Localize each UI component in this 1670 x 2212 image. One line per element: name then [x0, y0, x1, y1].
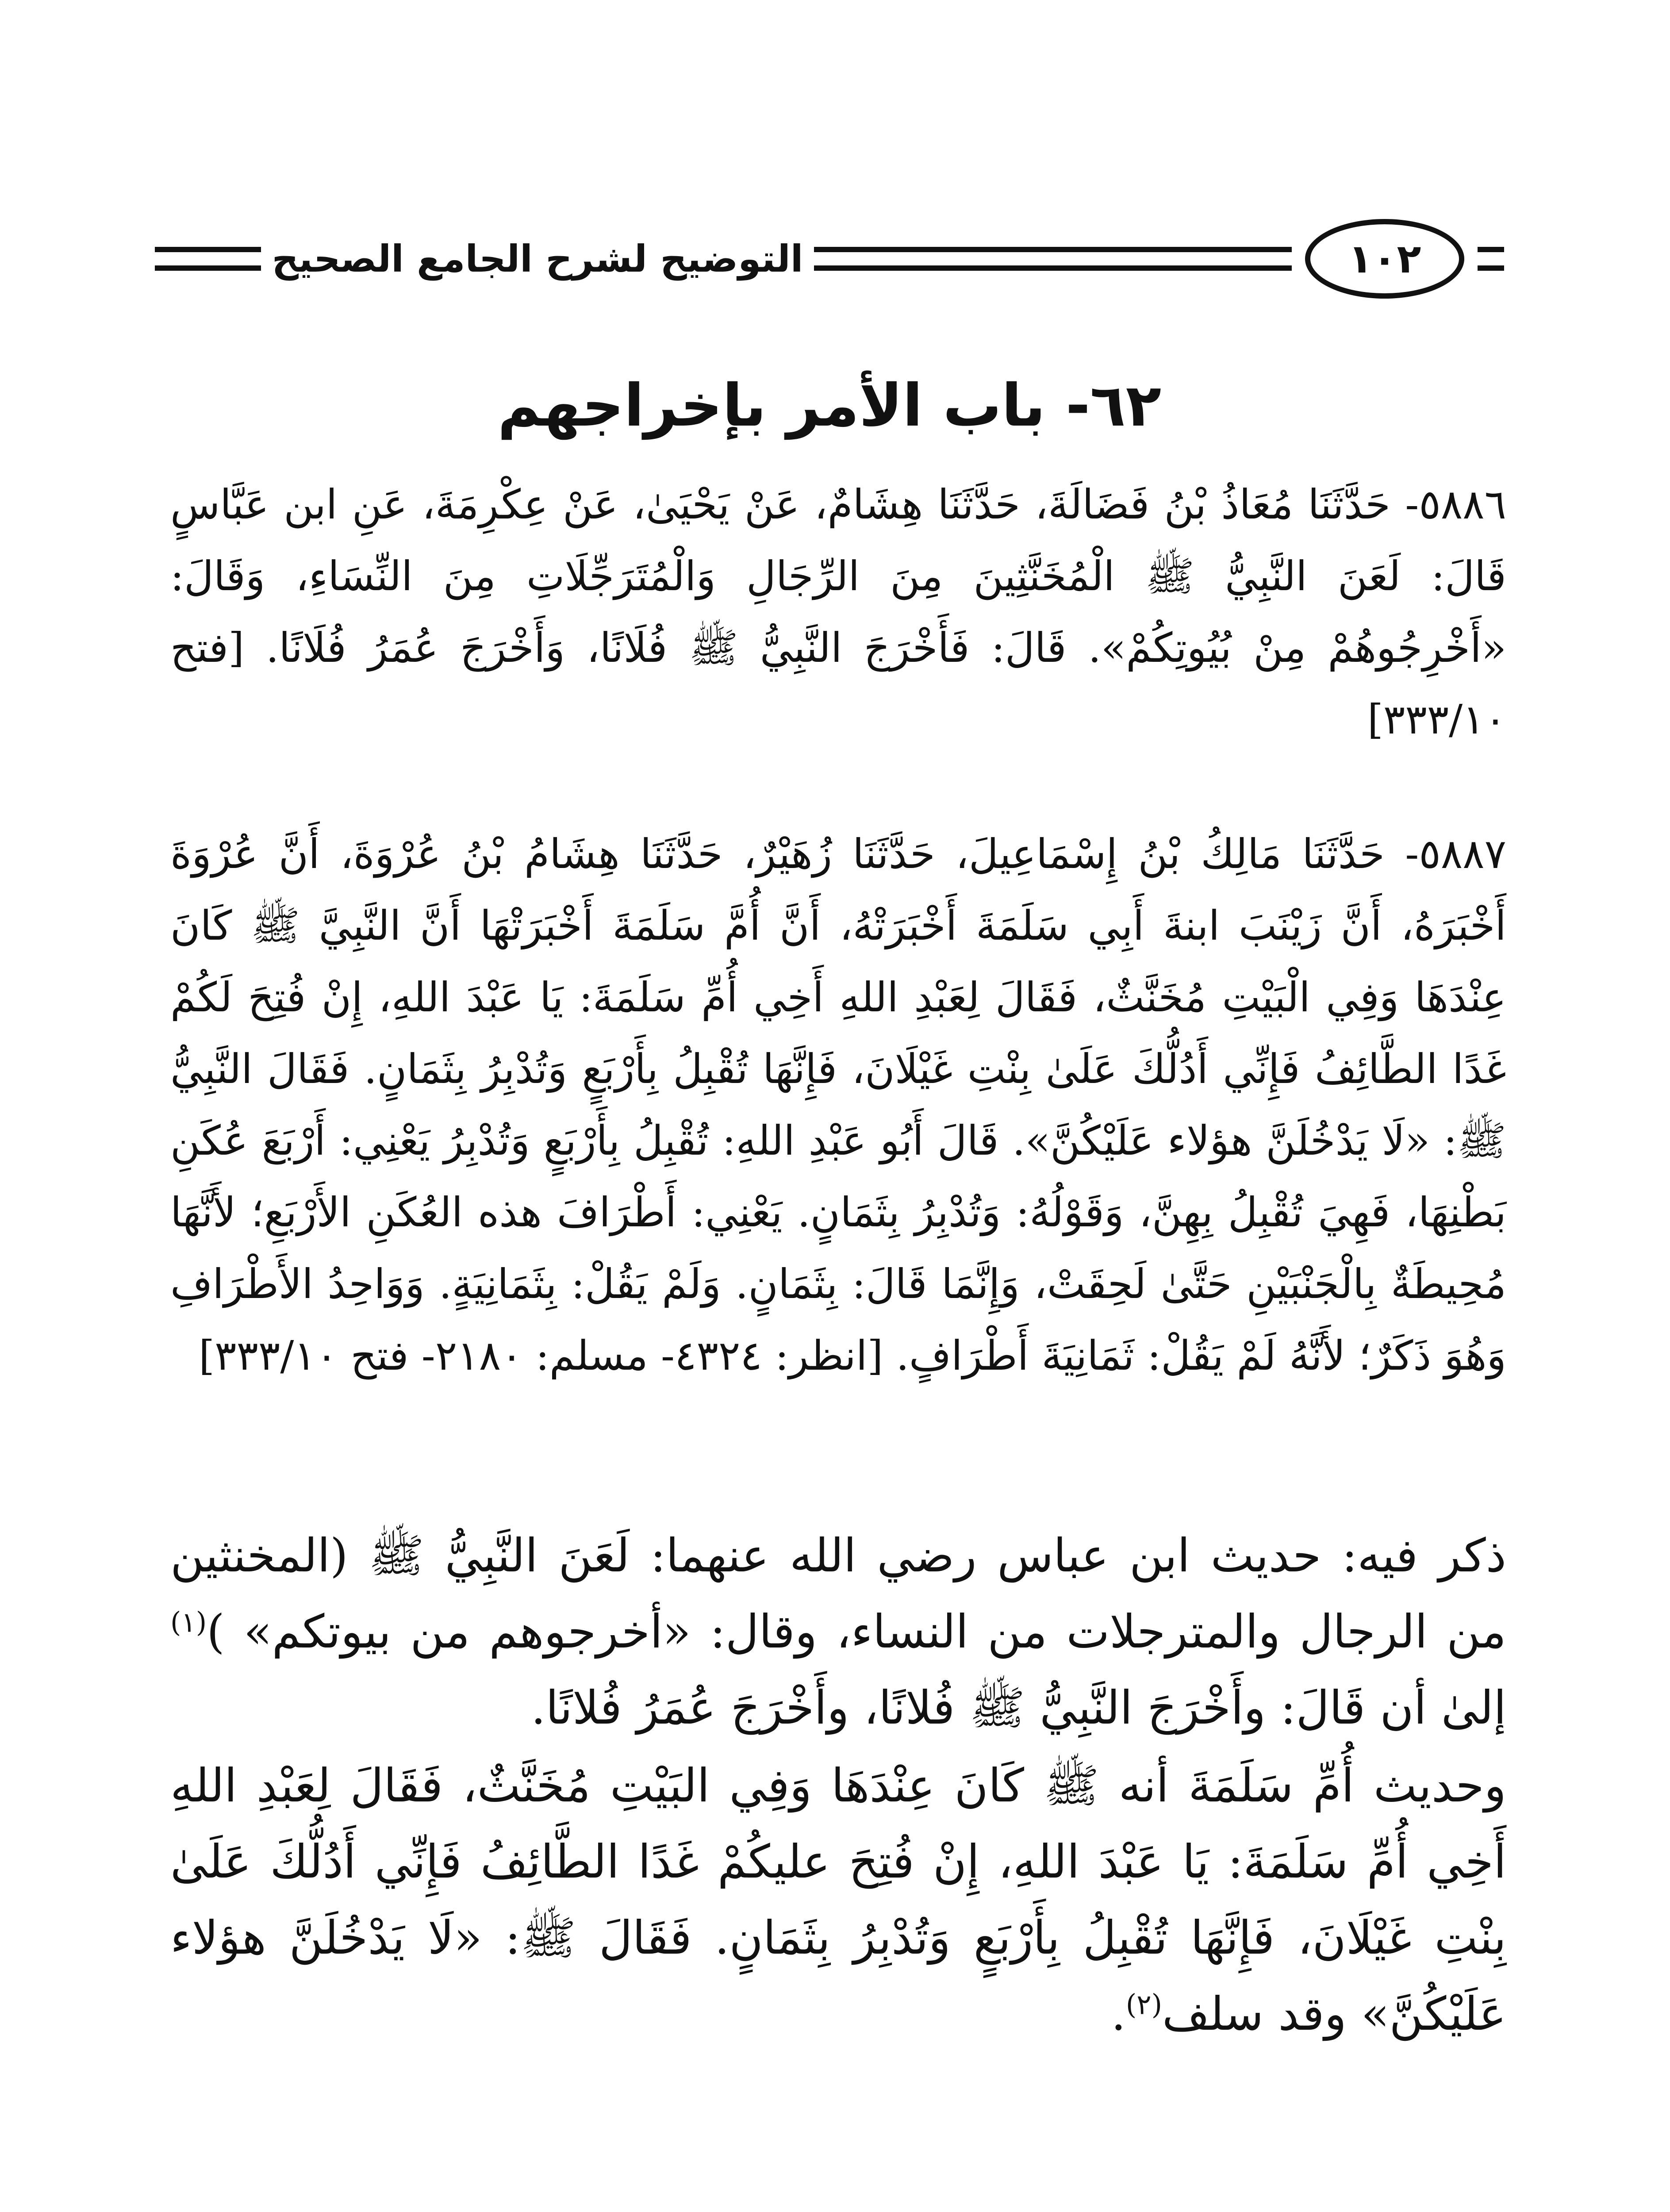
footnote-ref-1[interactable]: (١): [170, 1606, 207, 1639]
page-number-badge: [1292, 212, 1478, 305]
page-number: ١٠٢: [1348, 235, 1421, 282]
commentary-p2-end: .: [1111, 1987, 1126, 2041]
commentary-p1-part-b: إلىٰ أن قَالَ: وأَخْرَجَ النَّبِيُّ ﷺ فُلانًا، وأَخْرَجَ عُمَرُ فُلانًا.: [531, 1681, 1506, 1735]
commentary: [170, 1517, 1506, 2052]
chapter-title: ٦٢- باب الأمر بإخراجهم: [497, 372, 1162, 440]
running-title: التوضيح لشرح الجامع الصحيح: [272, 237, 803, 280]
commentary-p2-part-a: وحديث أُمِّ سَلَمَةَ أنه ﷺ كَانَ عِنْدَهَا وَفِي البَيْتِ مُخَنَّثٌ، فَقَالَ لِعَبْدِ اللهِ أَخِي أُمِّ سَلَمَةَ: يَا عَبْدَ اللهِ، إِنْ فُتِحَ عليكُمْ غَدًا الطَّائِفُ فَإِنِّي أَدُلُّكَ عَلَىٰ بِنْتِ غَيْلَانَ، فَإِنَّهَا تُقْبِلُ بِأَرْبَعٍ وَتُدْبِرُ بِثَمَانٍ. فَقَالَ ﷺ: «لَا يَدْخُلَنَّ هؤلاء عَلَيْكُنَّ» وقد سلف: [170, 1759, 1506, 2041]
hadith-5886: [170, 469, 1506, 756]
hadith-5887: [170, 818, 1506, 1392]
commentary-p1-part-a: ذكر فيه: حديث ابن عباس رضي الله عنهما: لَعَنَ النَّبِيُّ ﷺ (المخنثين من الرجال والمترجلات من النساء، وقال: «أخرجوهم من بيوتكم» ): [170, 1528, 1506, 1659]
running-title-box: [261, 230, 814, 288]
hadith-5887-text: ٥٨٨٧- حَدَّثَنَا مَالِكُ بْنُ إِسْمَاعِيلَ، حَدَّثَنَا زُهَيْرٌ، حَدَّثَنَا هِشَامُ بْنُ عُرْوَةَ، أَنَّ عُرْوَةَ أَخْبَرَهُ، أَنَّ زَيْنَبَ ابنةَ أَبِي سَلَمَةَ أَخْبَرَتْهُ، أَنَّ أُمَّ سَلَمَةَ أَخْبَرَتْهَا أَنَّ النَّبِيَّ ﷺ كَانَ عِنْدَهَا وَفِي الْبَيْتِ مُخَنَّثٌ، فَقَالَ لِعَبْدِ اللهِ أَخِي أُمِّ سَلَمَةَ: يَا عَبْدَ اللهِ، إِنْ فُتِحَ لَكُمْ غَدًا الطَّائِفُ فَإِنِّي أَدُلُّكَ عَلَىٰ بِنْتِ غَيْلَانَ، فَإِنَّهَا تُقْبِلُ بِأَرْبَعٍ وَتُدْبِرُ بِثَمَانٍ. فَقَالَ النَّبِيُّ ﷺ: «لَا يَدْخُلَنَّ هؤلاء عَلَيْكُنَّ». قَالَ أَبُو عَبْدِ اللهِ: تُقْبِلُ بِأَرْبَعٍ وَتُدْبِرُ يَعْنِي: أَرْبَعَ عُكَنِ بَطْنِهَا، فَهِيَ تُقْبِلُ بِهِنَّ، وَقَوْلُهُ: وَتُدْبِرُ بِثَمَانٍ. يَعْنِي: أَطْرَافَ هذه العُكَنِ الأَرْبَعِ؛ لأَنَّهَا مُحِيطَةٌ بِالْجَنْبَيْنِ حَتَّىٰ لَحِقَتْ، وَإِنَّمَا قَالَ: بِثَمَانٍ. وَلَمْ يَقُلْ: بِثَمَانِيَةٍ. وَوَاحِدُ الأَطْرَافِ وَهُوَ ذَكَرٌ؛ لأَنَّهُ لَمْ يَقُلْ: ثَمَانِيَةَ أَطْرَافٍ. [انظر: ٤٣٢٤- مسلم: ٢١٨٠- فتح ٣٣٣/١٠]: [170, 830, 1506, 1379]
commentary-paragraph-1: [170, 1517, 1506, 1746]
hadith-5886-text: ٥٨٨٦- حَدَّثَنَا مُعَاذُ بْنُ فَضَالَةَ، حَدَّثَنَا هِشَامٌ، عَنْ يَحْيَىٰ، عَنْ عِكْرِمَةَ، عَنِ ابن عَبَّاسٍ قَالَ: لَعَنَ النَّبِيُّ ﷺ الْمُخَنَّثِينَ مِنَ الرِّجَالِ وَالْمُتَرَجِّلَاتِ مِنَ النِّسَاءِ، وَقَالَ: «أَخْرِجُوهُمْ مِنْ بُيُوتِكُمْ». قَالَ: فَأَخْرَجَ النَّبِيُّ ﷺ فُلَانًا، وَأَخْرَجَ عُمَرُ فُلَانًا. [فتح ٣٣٣/١٠]: [170, 481, 1506, 743]
page-number-oval: [1305, 219, 1464, 299]
page-header: [155, 212, 1504, 305]
commentary-paragraph-2: [170, 1747, 1506, 2052]
footnote-ref-2[interactable]: (٢): [1125, 1988, 1163, 2021]
